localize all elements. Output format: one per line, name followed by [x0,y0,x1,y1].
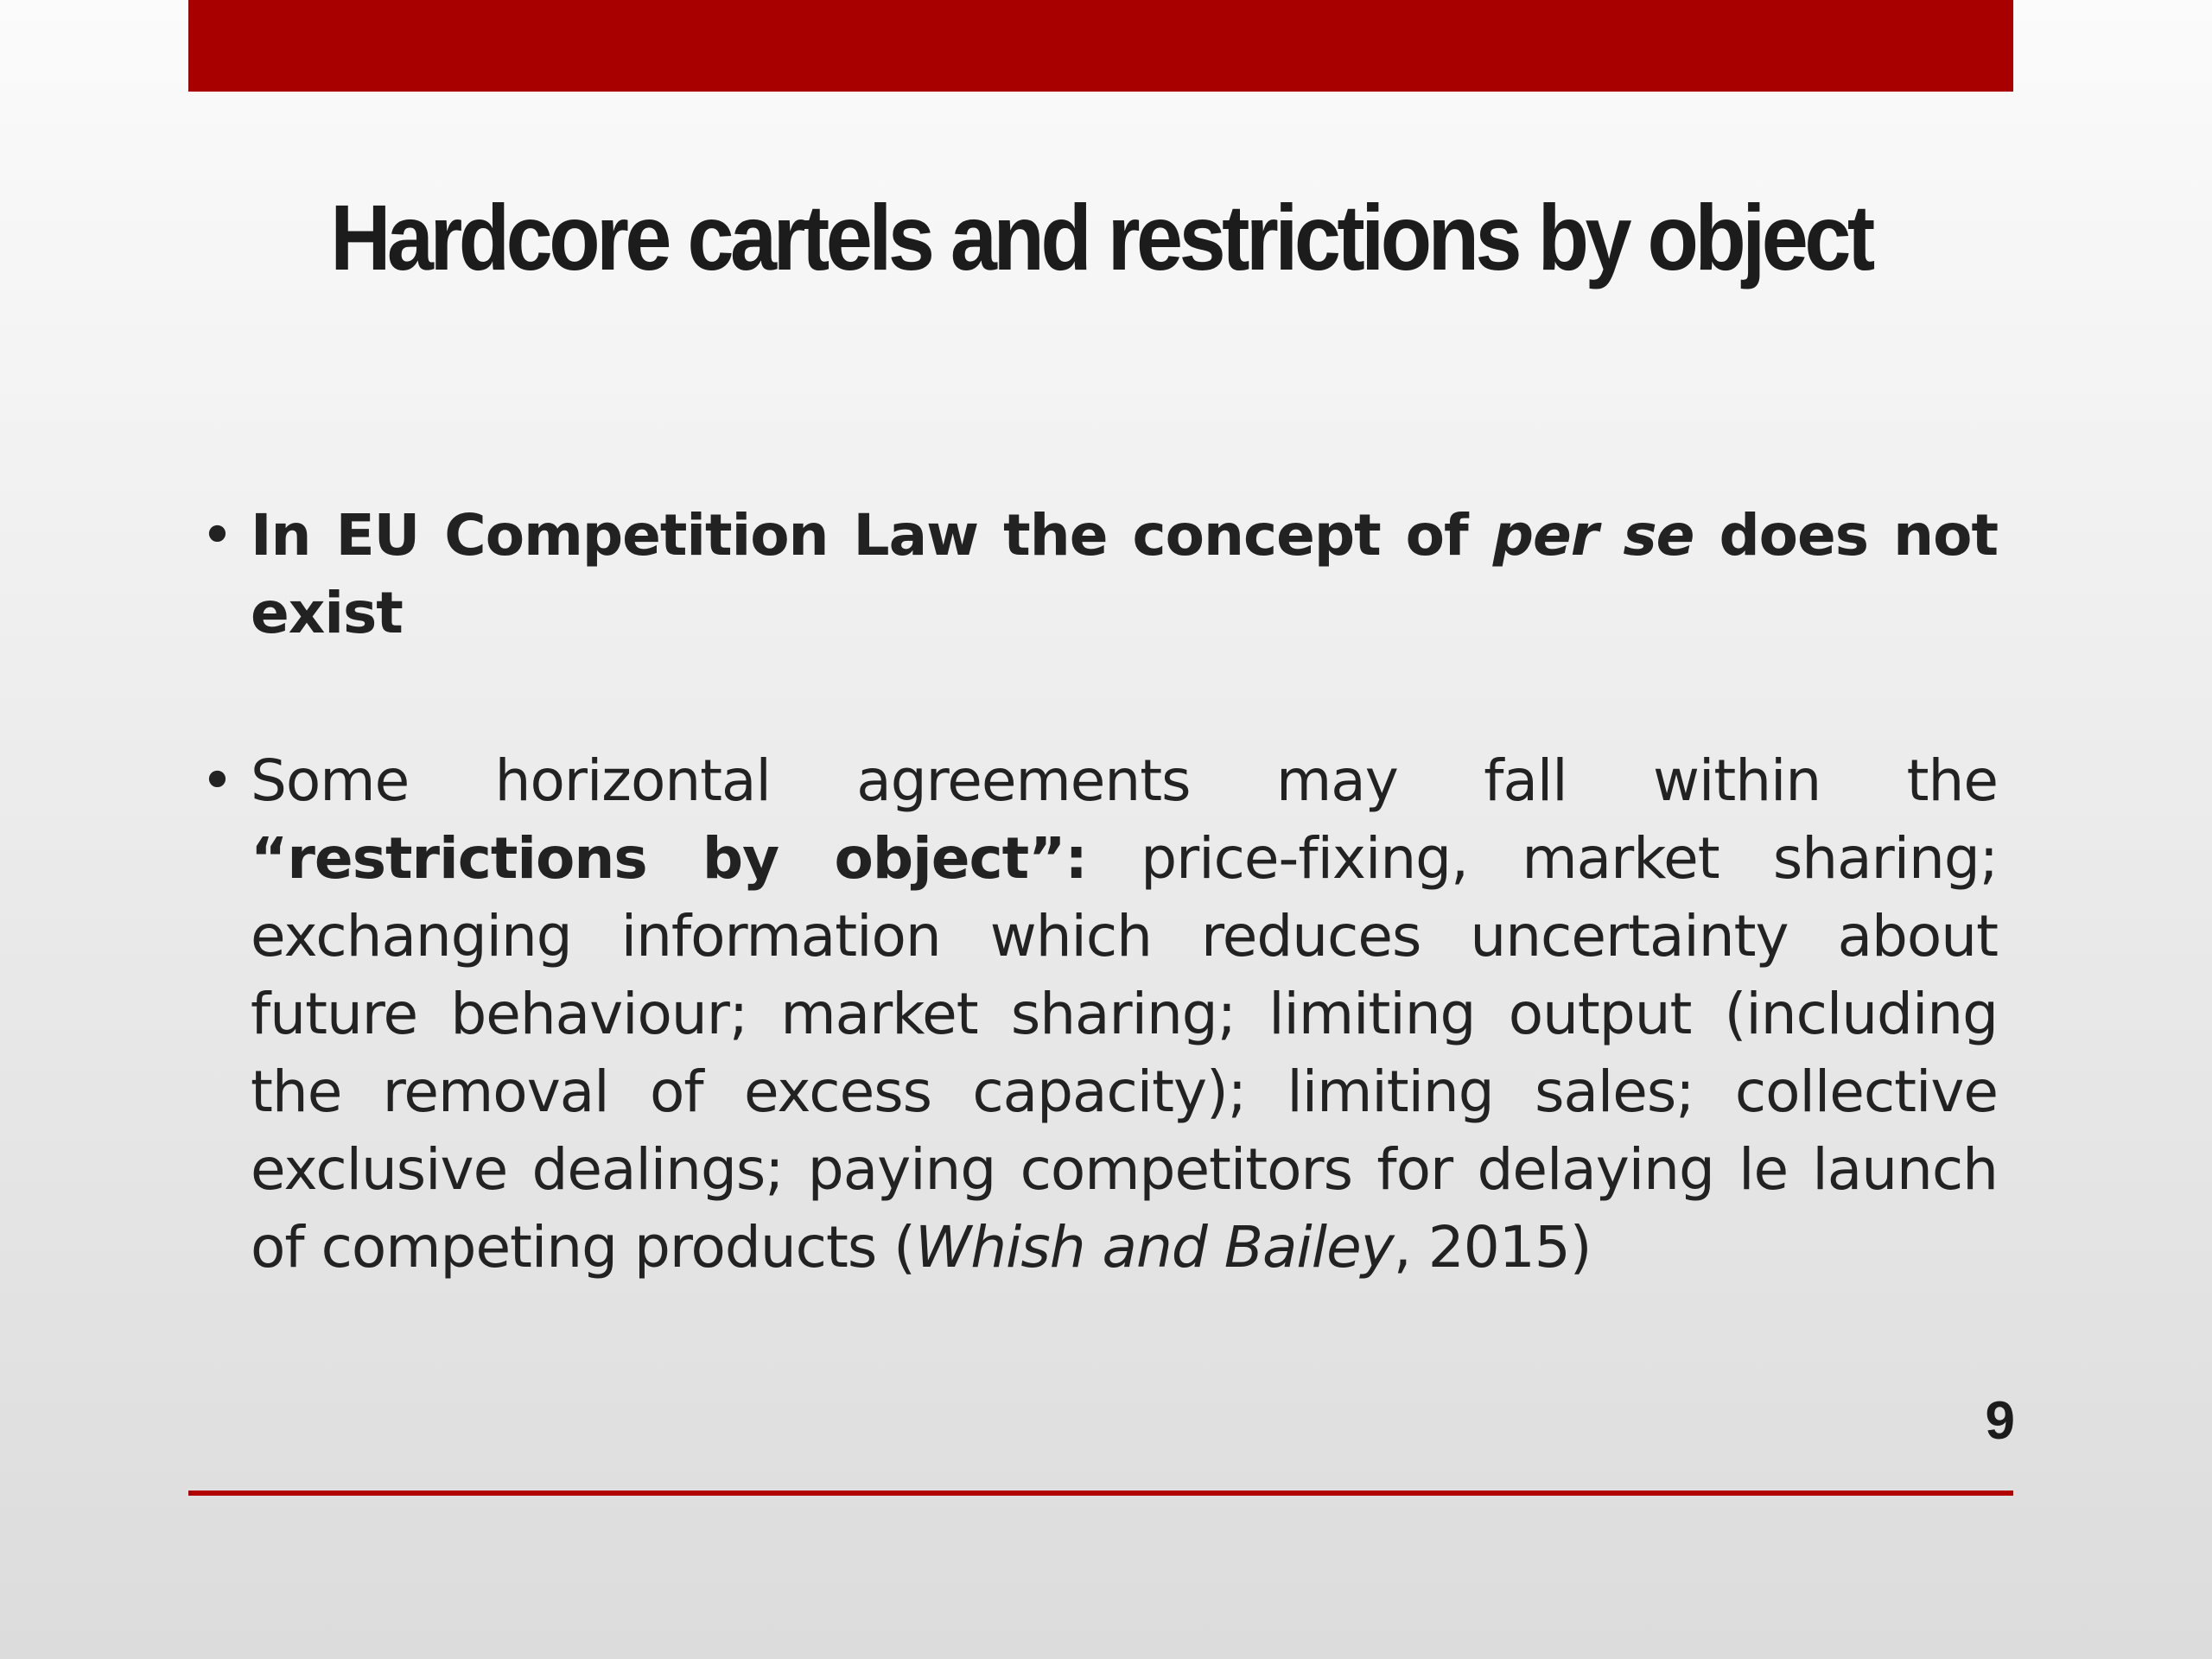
bullet-dot: • [200,502,233,569]
top-accent-bar [188,0,2013,92]
bullet2-text-restrictions: “restrictions by object”: [251,825,1087,892]
bullet-item-2 [200,742,1998,1287]
bullet1-text-per-se: per se [1492,502,1694,569]
bullet2-text-1: Some horizontal agreements may fall within the [251,747,1998,814]
bottom-rule [188,1491,2013,1496]
bullet1-text-3: does not exist [251,502,1998,646]
bullet1-text-1: In EU Competition Law the concept of [251,502,1493,569]
bullet2-text-5: , 2015) [1393,1214,1592,1281]
bullet-item-1 [200,497,1998,652]
slide-title: Hardcore cartels and restrictions by object [330,185,1872,289]
bullet2-text-citation: Whish and Bailey [914,1214,1394,1281]
bullet-dot: • [200,747,233,814]
page-number: 9 [1985,1391,2015,1451]
bullet2-text-3: price-fixing, market sharing; exchanging information which reduces uncertainty about future behaviour; market sharing; limiting output (including the removal of excess capacity); limiting sales; collective exclusive dealings; paying competitors for delaying le launch of competing products ( [251,825,1999,1281]
slide-content [200,497,1998,1287]
